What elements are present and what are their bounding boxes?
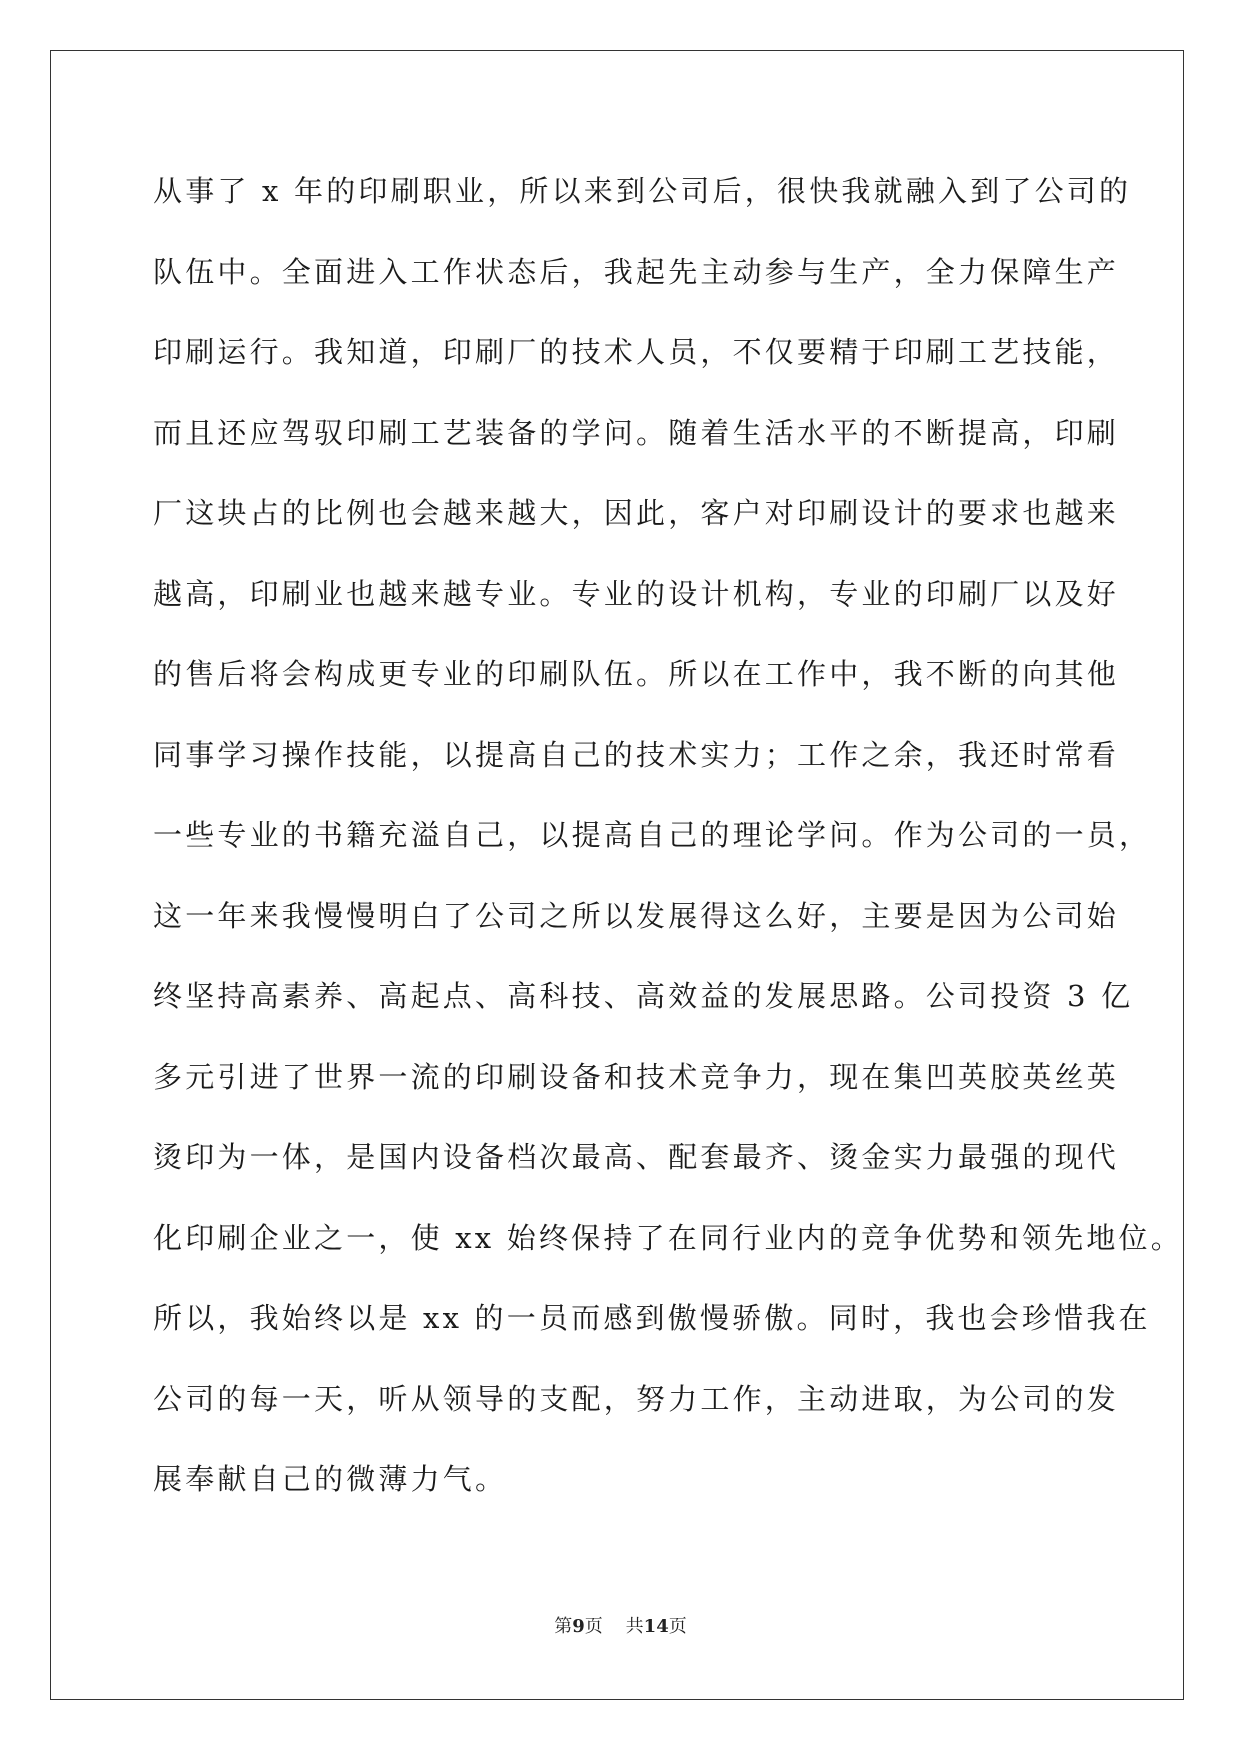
body-line: 化印刷企业之一，使 xx 始终保持了在同行业内的竞争优势和领先地位。 (153, 1220, 1183, 1255)
body-line: 烫印为一体，是国内设备档次最高、配套最齐、烫金实力最强的现代 (153, 1140, 1120, 1174)
body-line: 多元引进了世界一流的印刷设备和技术竞争力，现在集凹英胶英丝英 (153, 1059, 1120, 1094)
body-line: 印刷运行。我知道，印刷厂的技术人员，不仅要精于印刷工艺技能， (153, 335, 1120, 369)
body-line: 越高，印刷业也越来越专业。专业的设计机构，专业的印刷厂以及好 (153, 576, 1120, 611)
total-suffix: 页 (668, 1616, 687, 1637)
body-line: 终坚持高素养、高起点、高科技、高效益的发展思路。公司投资 3 亿 (153, 979, 1134, 1013)
body-line: 队伍中。全面进入工作状态后，我起先主动参与生产，全力保障生产 (153, 254, 1120, 289)
body-line: 一些专业的书籍充溢自己，以提高自己的理论学问。作为公司的一员， (153, 818, 1152, 852)
total-prefix: 共 (625, 1616, 644, 1637)
body-line: 厂这块占的比例也会越来越大，因此，客户对印刷设计的要求也越来 (153, 496, 1120, 530)
document-body (153, 166, 1183, 1535)
body-line: 所以，我始终以是 xx 的一员而感到傲慢骄傲。同时，我也会珍惜我在 (153, 1301, 1151, 1335)
page-suffix: 页 (584, 1616, 603, 1637)
body-line: 这一年来我慢慢明白了公司之所以发展得这么好，主要是因为公司始 (153, 898, 1120, 933)
page-number: 9 (572, 1616, 585, 1637)
body-line: 从事了 x 年的印刷职业，所以来到公司后，很快我就融入到了公司的 (153, 174, 1132, 208)
body-line: 展奉献自己的微薄力气。 (153, 1462, 508, 1496)
page-footer (0, 1615, 1241, 1639)
body-line: 的售后将会构成更专业的印刷队伍。所以在工作中，我不断的向其他 (153, 657, 1120, 691)
body-line: 同事学习操作技能，以提高自己的技术实力；工作之余，我还时常看 (153, 737, 1120, 772)
page-prefix: 第 (554, 1616, 573, 1637)
body-line: 公司的每一天，听从领导的支配，努力工作，主动进取，为公司的发 (153, 1381, 1120, 1416)
body-line: 而且还应驾驭印刷工艺装备的学问。随着生活水平的不断提高，印刷 (153, 415, 1120, 450)
page-total: 14 (643, 1616, 669, 1637)
